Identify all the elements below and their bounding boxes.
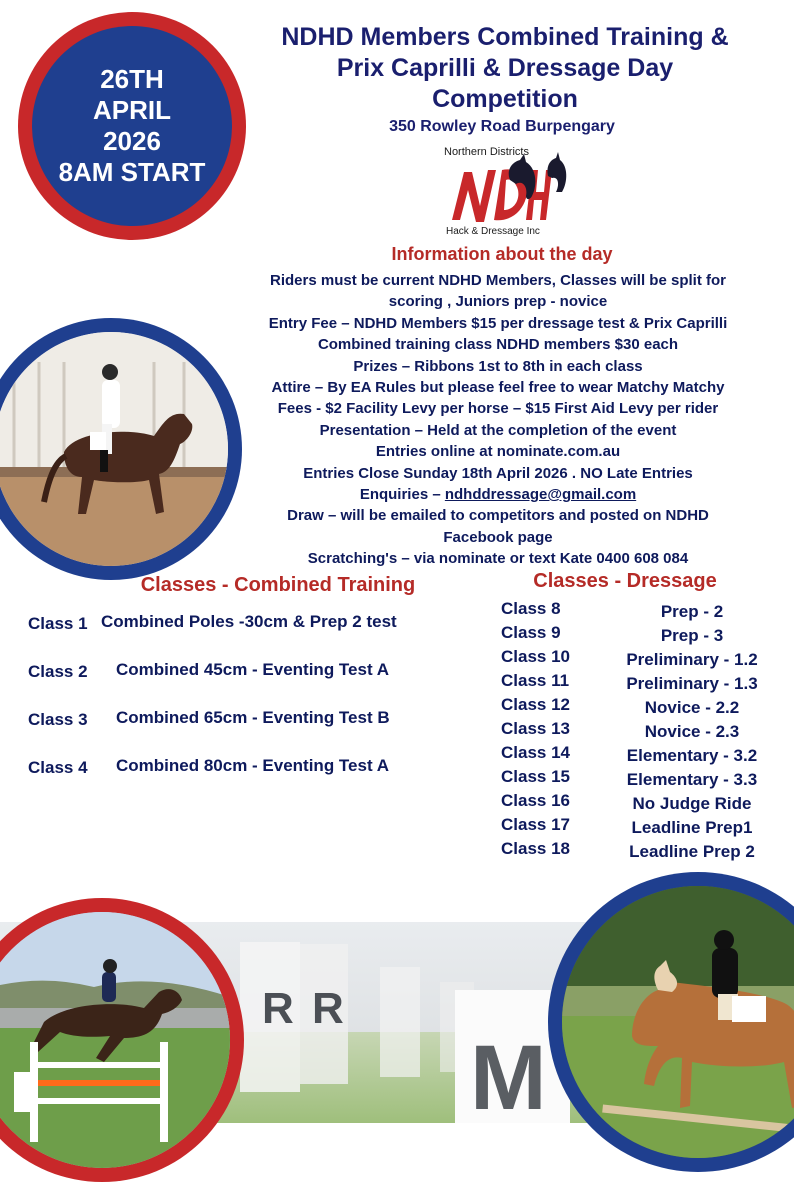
date-badge — [18, 12, 246, 240]
dressage-class-number: Class 12 — [501, 695, 570, 714]
enquiries-line — [228, 484, 768, 505]
dressage-class-description: Leadline Prep 2 — [629, 842, 755, 861]
date-year: 2026 — [103, 126, 161, 156]
date-badge-inner — [32, 26, 232, 226]
info-heading: Information about the day — [391, 244, 613, 264]
dressage-heading: Classes - Dressage — [533, 570, 717, 592]
title-line-3: Competition — [432, 85, 578, 113]
combined-training-heading: Classes - Combined Training — [140, 574, 416, 596]
logo-bottom-text: Hack & Dressage Inc — [446, 226, 540, 237]
combined-class-description: Combined Poles -30cm & Prep 2 test — [101, 612, 397, 631]
info-line: Fees - $2 Facility Levy per horse – $15 First Aid Levy per rider — [277, 400, 719, 418]
info-line: Entries Close Sunday 18th April 2026 . NO Late Entries — [303, 464, 693, 482]
dressage-class-description: Prep - 2 — [660, 602, 724, 621]
info-line: Draw – will be emailed to competitors and posted on NDHD — [287, 507, 709, 525]
combined-class-number: Class 2 — [28, 662, 88, 681]
enquiries-label: Enquiries – — [359, 486, 445, 504]
dressage-class-number: Class 18 — [501, 839, 570, 858]
start-time: 8AM START — [58, 157, 206, 187]
dressage-class-number: Class 15 — [501, 767, 570, 786]
info-line: Presentation – Held at the completion of the event — [319, 421, 677, 439]
combined-class-description: Combined 80cm - Eventing Test A — [116, 756, 389, 775]
dressage-class-description: No Judge Ride — [632, 794, 752, 813]
pony-photo-frame — [548, 872, 794, 1172]
dressage-class-description: Novice - 2.2 — [644, 698, 740, 717]
dressage-photo — [0, 332, 228, 566]
dressage-class-number: Class 16 — [501, 791, 570, 810]
ndhd-logo — [440, 140, 570, 242]
dressage-class-number: Class 8 — [501, 599, 561, 618]
date-day: 26TH — [100, 64, 164, 94]
date-month: APRIL — [93, 95, 171, 125]
combined-class-description: Combined 65cm - Eventing Test B — [116, 708, 390, 727]
arena-marker-r2: R — [312, 984, 344, 1033]
dressage-class-number: Class 13 — [501, 719, 570, 738]
combined-class-number: Class 1 — [28, 614, 88, 633]
info-line: Prizes – Ribbons 1st to 8th in each class — [353, 357, 643, 375]
title-line-2: Prix Caprilli & Dressage Day — [336, 54, 674, 82]
info-block — [228, 270, 768, 570]
pony-photo — [562, 886, 794, 1158]
info-line: Scratching's – via nominate or text Kate 0400 608 084 — [307, 550, 689, 568]
info-line: Attire – By EA Rules but please feel free to wear Matchy Matchy — [271, 379, 725, 397]
dressage-class-description: Novice - 2.3 — [644, 722, 740, 741]
dressage-class-number: Class 17 — [501, 815, 570, 834]
dressage-class-number: Class 9 — [501, 623, 561, 642]
dressage-class-number: Class 10 — [501, 647, 570, 666]
jumping-photo — [0, 912, 230, 1168]
dressage-class-description: Prep - 3 — [660, 626, 724, 645]
dressage-class-number: Class 11 — [501, 671, 570, 690]
arena-marker-m: M — [470, 1027, 547, 1123]
dressage-class-description: Elementary - 3.2 — [626, 746, 758, 765]
dressage-class-description: Leadline Prep1 — [631, 818, 753, 837]
info-line: Facebook page — [443, 528, 553, 546]
combined-class-description: Combined 45cm - Eventing Test A — [116, 660, 389, 679]
arena-marker-r1: R — [262, 984, 294, 1033]
title-line-1: NDHD Members Combined Training & — [281, 23, 729, 51]
info-line: Entries online at nominate.com.au — [375, 443, 621, 461]
info-line: Entry Fee – NDHD Members $15 per dressage test & Prix Caprilli — [268, 314, 728, 332]
enquiries-email-link[interactable]: ndhddressage@gmail.com — [444, 486, 637, 504]
page-title — [250, 22, 760, 115]
dressage-photo-frame — [0, 318, 242, 580]
combined-class-number: Class 3 — [28, 710, 88, 729]
dressage-class-number: Class 14 — [501, 743, 570, 762]
dressage-class-description: Preliminary - 1.3 — [626, 674, 758, 693]
info-line: Combined training class NDHD members $30 each — [317, 336, 679, 354]
info-line: Riders must be current NDHD Members, Classes will be split for — [270, 272, 726, 289]
venue-address: 350 Rowley Road Burpengary — [389, 118, 615, 135]
info-line: scoring , Juniors prep - novice — [388, 293, 608, 311]
combined-class-number: Class 4 — [28, 758, 88, 777]
dressage-class-description: Elementary - 3.3 — [626, 770, 758, 789]
logo-top-text: Northern Districts — [444, 146, 529, 158]
dressage-class-description: Preliminary - 1.2 — [626, 650, 758, 669]
